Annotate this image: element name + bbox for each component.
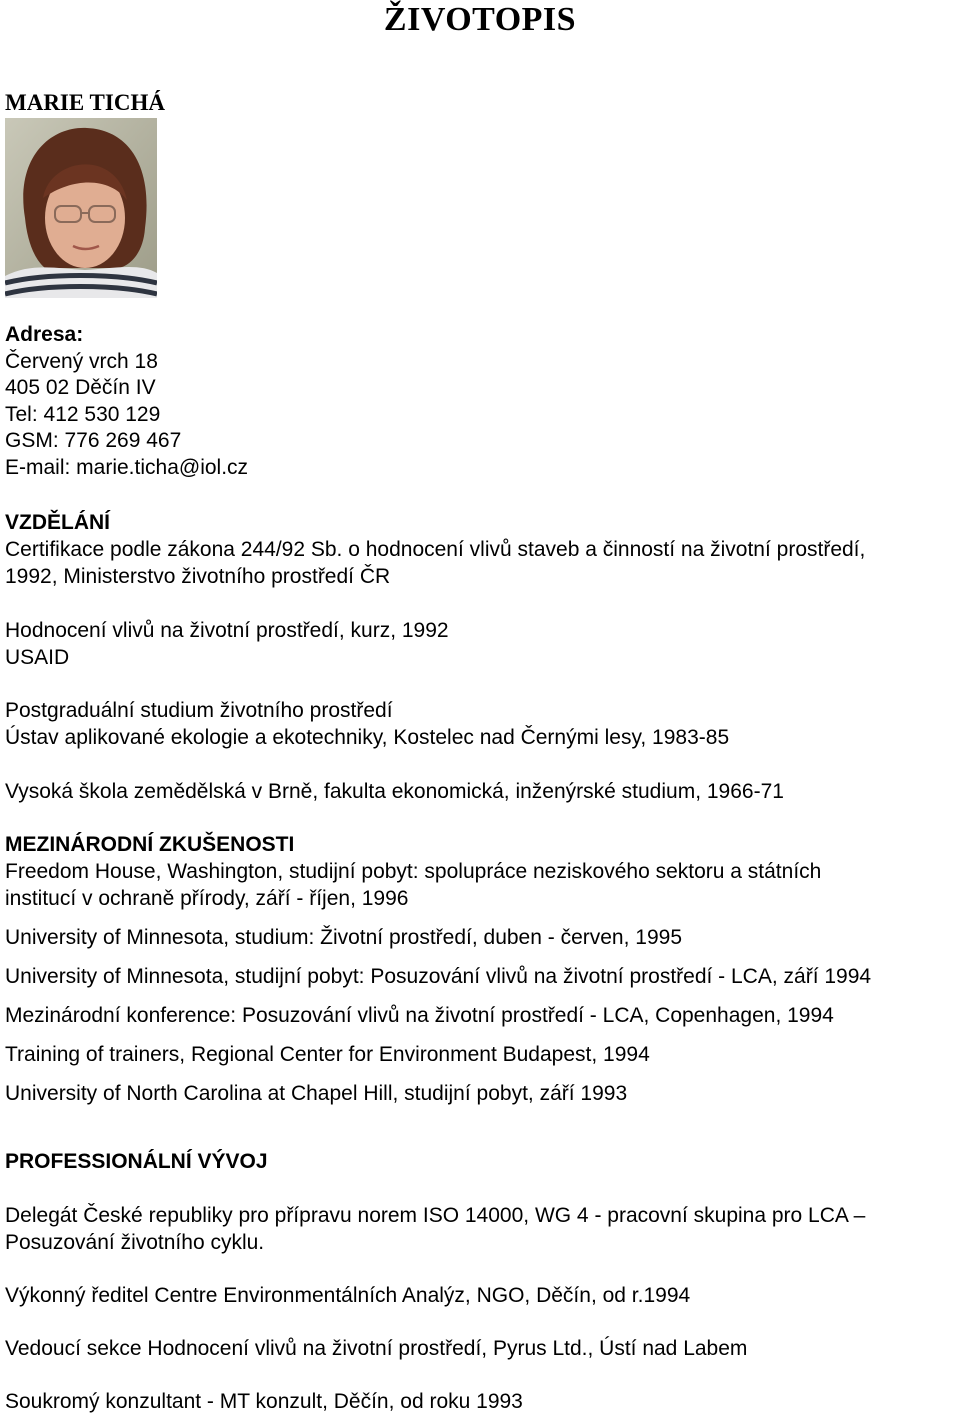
education-heading: VZDĚLÁNÍ bbox=[5, 511, 110, 534]
international-entry-line: University of Minnesota, studium: Životní prostředí, duben - červen, 1995 bbox=[5, 926, 682, 949]
international-entry-line: University of North Carolina at Chapel Hill, studijní pobyt, září 1993 bbox=[5, 1082, 628, 1105]
professional-heading: PROFESSIONÁLNÍ VÝVOJ bbox=[5, 1150, 268, 1173]
professional-entry-line: Vedoucí sekce Hodnocení vlivů na životní prostředí, Pyrus Ltd., Ústí nad Labem bbox=[5, 1337, 748, 1360]
page-title: ŽIVOTOPIS bbox=[383, 1, 577, 38]
address-line: Červený vrch 18 bbox=[5, 349, 158, 373]
mobile-line: GSM: 776 269 467 bbox=[5, 429, 182, 452]
professional-entry-line: Soukromý konzultant - MT konzult, Děčín, od roku 1993 bbox=[5, 1390, 523, 1413]
email-line: E-mail: marie.ticha@iol.cz bbox=[5, 455, 249, 479]
address-line: 405 02 Děčín IV bbox=[5, 376, 156, 399]
international-entry-line: Mezinárodní konference: Posuzování vlivů na životní prostředí - LCA, Copenhagen, 1994 bbox=[5, 1004, 834, 1027]
professional-entry-line: Výkonný ředitel Centre Environmentálních Analýz, NGO, Děčín, od r.1994 bbox=[5, 1284, 691, 1307]
international-entry-line: institucí v ochraně přírody, září - říjen, 1996 bbox=[5, 887, 409, 910]
professional-entry-line: Posuzování životního cyklu. bbox=[5, 1231, 265, 1254]
person-name: MARIE TICHÁ bbox=[5, 90, 165, 115]
education-entry-line: Certifikace podle zákona 244/92 Sb. o hodnocení vlivů staveb a činností na životní prostředí, bbox=[5, 538, 866, 561]
international-entry-line: Freedom House, Washington, studijní pobyt: spolupráce neziskového sektoru a státních bbox=[5, 860, 822, 883]
international-heading: MEZINÁRODNÍ ZKUŠENOSTI bbox=[5, 833, 295, 856]
professional-entry-line: Delegát České republiky pro přípravu norem ISO 14000, WG 4 - pracovní skupina pro LCA – bbox=[5, 1204, 866, 1227]
address-block bbox=[5, 322, 248, 481]
address-label: Adresa: bbox=[5, 323, 84, 346]
international-entry-line: Training of trainers, Regional Center for Environment Budapest, 1994 bbox=[5, 1043, 650, 1066]
education-entry-line: 1992, Ministerstvo životního prostředí ČR bbox=[5, 565, 391, 588]
education-entry-line: Hodnocení vlivů na životní prostředí, kurz, 1992 bbox=[5, 619, 449, 642]
education-entry-line: Postgraduální studium životního prostředí bbox=[5, 699, 393, 722]
education-entry-line: Vysoká škola zemědělská v Brně, fakulta ekonomická, inženýrské studium, 1966-71 bbox=[5, 780, 784, 803]
phone-line: Tel: 412 530 129 bbox=[5, 402, 161, 426]
international-entry-line: University of Minnesota, studijní pobyt: Posuzování vlivů na životní prostředí - LCA, září 1994 bbox=[5, 965, 872, 988]
portrait-photo bbox=[5, 118, 157, 298]
education-entry-line: USAID bbox=[5, 646, 70, 669]
education-entry-line: Ústav aplikované ekologie a ekotechniky, Kostelec nad Černými lesy, 1983-85 bbox=[5, 726, 730, 749]
